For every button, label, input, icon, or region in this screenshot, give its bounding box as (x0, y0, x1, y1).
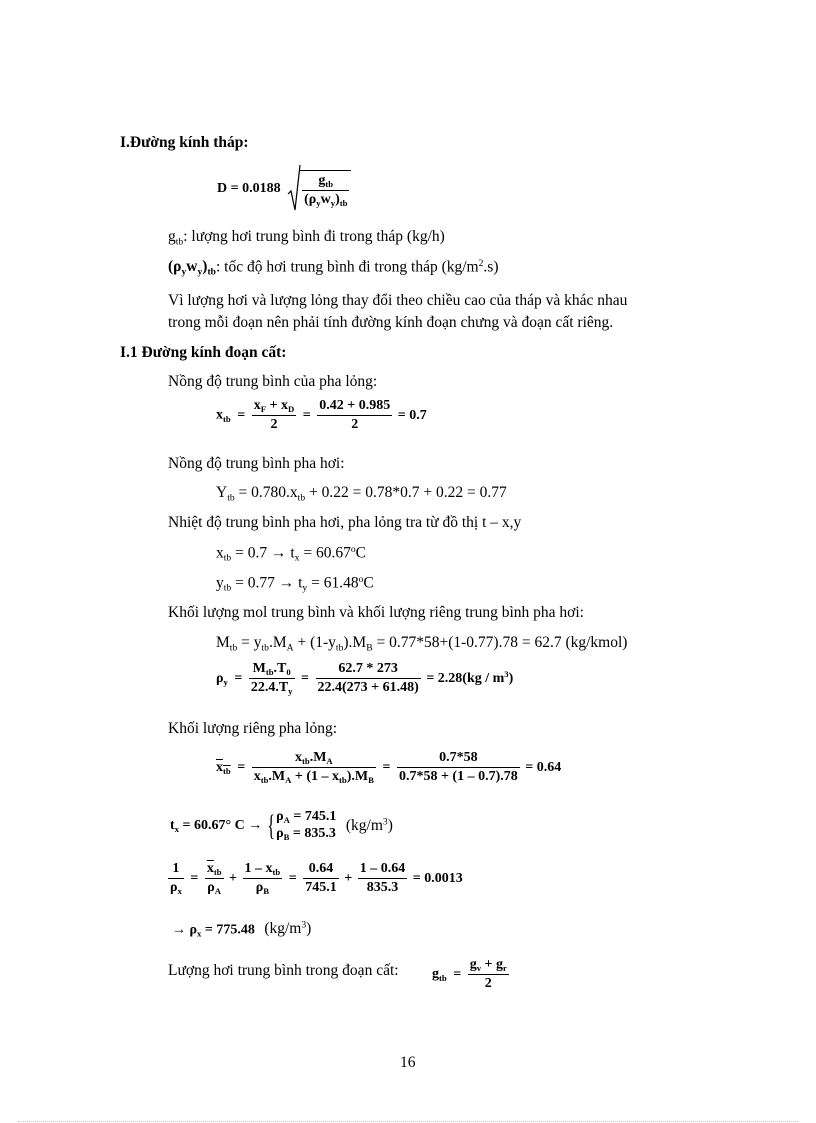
mass-label: Khối lượng mol trung bình và khối lượng riêng trung bình pha hơi: (168, 604, 584, 621)
page-bottom-divider (18, 1121, 798, 1122)
temperature-label: Nhiệt độ trung bình pha hơi, pha lỏng tra từ đồ thị t – x,y (168, 514, 522, 531)
equation-x-tb: $x_{tb}$ = $\frac{x_F + x_D}{2}$ = $\frac{0.42 + 0.985}{2}$ = 0.7 (216, 398, 427, 433)
equation-g-tb: $g_{tb}$ = $\frac{g_v + g_r}{2}$ (432, 957, 507, 992)
sqrt-sign (287, 164, 301, 214)
equation-t-y: $y_{tb} = 0.77 \to t_y = 61.48^oC$ (216, 574, 374, 594)
equation-inverse-rho-x: $\frac{1}{\rho_x}$ = $\frac{\overline{x}_{tb}}{\rho_A}$ + $\frac{1 - x_{tb}}{\rho_B}$ = $\frac{0.64}{745.1}$ + $\frac{1 - 0.64}{835.3}$ = 0.0013 (170, 861, 463, 897)
equation-diameter: D = 0.0188 $\frac{g_{tb}}{(\rho_yw_y)_{tb}}$ (217, 164, 351, 214)
definition-g-tb: $g_{tb}$: lượng hơi trung bình đi trong tháp (kg/h) (168, 228, 445, 248)
equation-y-tb: $Y_{tb} = 0.780.x_{tb} + 0.22 = 0.78*0.7 + 0.22 = 0.77$ (216, 484, 507, 504)
vapor-flow-label: Lượng hơi trung bình trong đoạn cất: (168, 962, 399, 979)
equation-rho-y: $\rho_y$ = $\frac{M_{tb}.T_0}{22.4.T_y}$ = $\frac{62.7 * 273}{22.4(273 + 61.48)}$ = $2.28(kg / m^3)$ (216, 661, 514, 697)
definition-rho-w: $(\rho_yw_y)_{tb}$: tốc độ hơi trung bình đi trong tháp $(kg/m^2.s)$ (168, 258, 499, 278)
equation-t-x: $x_{tb} = 0.7 \to t_x = 60.67^oC$ (216, 544, 366, 564)
equation-x-bar: $x_{tb}$ = $\frac{x_{tb}.M_A}{x_{tb}.M_A + (1 - x_{tb}).M_B}$ = $\frac{0.7*58}{0.7*58 + (1 - 0.7).78}$ = 0.64 (216, 750, 562, 786)
paragraph-line-1: Vì lượng hơi và lượng lỏng thay đổi theo chiều cao của tháp và khác nhau (168, 292, 628, 309)
liquid-average-label: Nồng độ trung bình của pha lỏng: (168, 373, 378, 390)
eq-d-lhs: D = 0.0188 (217, 181, 281, 197)
section-heading-rectifying: I.1 Đường kính đoạn cất: (120, 344, 287, 361)
section-heading-diameter: I.Đường kính tháp: (120, 134, 249, 151)
page-number: 16 (400, 1054, 416, 1071)
equation-rho-x-result: → $\rho_x = 775.48$ $(kg/m^3)$ (172, 920, 312, 939)
brace-symbol: { (266, 808, 275, 842)
liquid-density-label: Khối lượng riêng pha lỏng: (168, 720, 337, 737)
paragraph-line-2: trong mỗi đoạn nên phải tính đường kính đoạn chưng và đoạn cất riêng. (168, 314, 614, 331)
equation-tx-rho-system: $t_x = 60.67^\circ$ C → { $\rho_A = 745.1$ $\rho_B = 835.3$ $(kg/m^3)$ (170, 808, 393, 842)
equation-m-tb: $M_{tb} = y_{tb}.M_A + (1-y_{tb}).M_B = 0.77*58+(1-0.77).78 = 62.7$ (kg/kmol) (216, 634, 628, 654)
vapor-average-label: Nồng độ trung bình pha hơi: (168, 455, 345, 472)
